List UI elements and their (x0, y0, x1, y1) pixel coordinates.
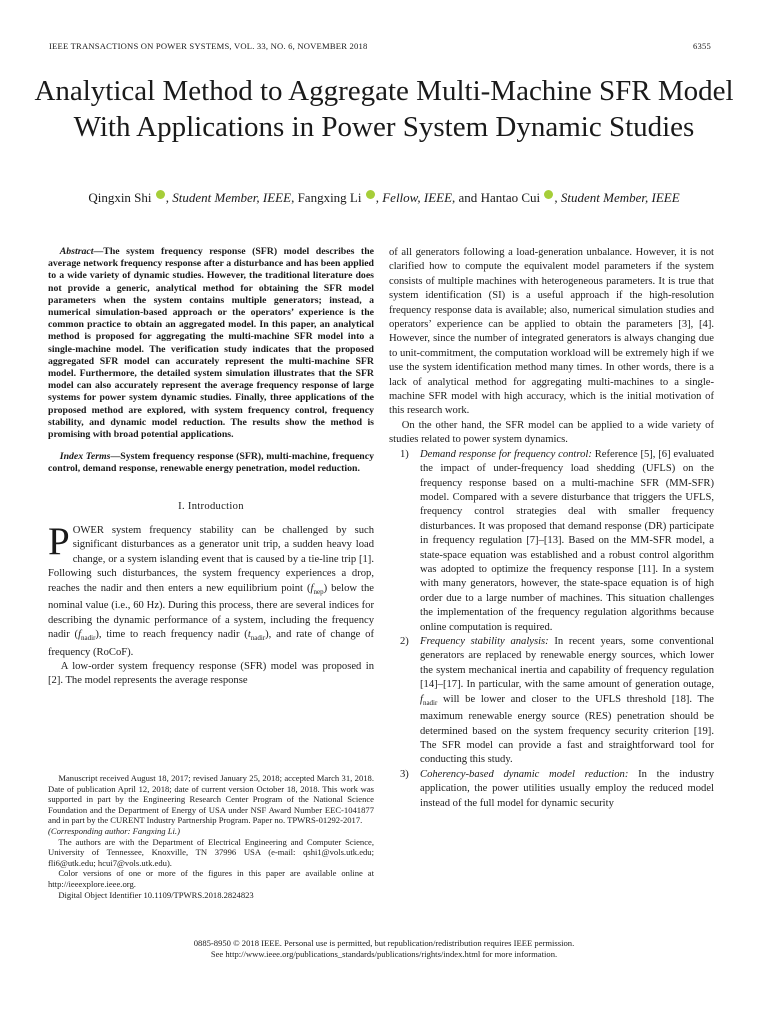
right-column (389, 246, 714, 811)
footnote-doi: Digital Object Identifier 10.1109/TPWRS.2018.2824823 (58, 889, 254, 900)
author-name: Fangxing Li (297, 190, 362, 205)
footnote (48, 773, 374, 900)
author-role: Student Member, IEEE (172, 190, 292, 205)
list-item: 3) Coherency-based dynamic model reduction: In the industry application, the power utilities usually employ the reduced model instead of the full model for dynamic security (400, 768, 715, 809)
footnote-color: Color versions of one or more of the figures in this paper are available online at http://ieeexplore.ieee.org. (48, 868, 374, 889)
author-role: Student Member, IEEE (560, 190, 680, 205)
application-list (389, 448, 714, 811)
list-item: 2) Frequency stability analysis: In recent years, some conventional generators are replaced by renewable energy sources, which lower the system mechanical inertia and capability of frequency regulation [14]–[17]. In particular, with the same amount of generation outage, $f_{nadir}$ will be lower and closer to the UFLS threshold [18]. The maximum renewable energy source (RES) penetration should be determined based on the system frequency security criterion [19]. The SFR model can provide a fast and straightforward tool for conducting this study. (400, 635, 714, 766)
footnote-manuscript: Manuscript received August 18, 2017; revised January 25, 2018; accepted March 31, 2018. Date of publication April 12, 2018; date of current version October 18, 2018. This work was supported in part by the Engineering Research Center Program of the National Science Foundation and the Department of Energy of USA under NSF Award Number EEC-1041877 and in part by the CURENT Industry Partnership Program. Paper no. TPWRS-01292-2017. (48, 773, 374, 826)
page-number: 6355 (693, 41, 711, 51)
author-role: Fellow, IEEE (382, 190, 453, 205)
left-column (48, 246, 374, 689)
author-name: Hantao Cui (480, 190, 541, 205)
body-paragraph: On the other hand, the SFR model can be applied to a wide variety of studies related to power system dynamics. (389, 419, 714, 446)
intro-paragraph-2: A low-order system frequency response (SFR) model was proposed in [2]. The model represents the average response (48, 660, 374, 687)
copyright-line: 0885-8950 © 2018 IEEE. Personal use is permitted, but republication/redistribution requires IEEE permission. (193, 938, 575, 948)
drop-cap: P (48, 520, 70, 564)
intro-paragraph-1: POWER system frequency stability can be challenged by such significant disturbances as a generator unit trip, a sudden heavy load change, or a system islanding event that is caused by a tie-line trip [1]. Following such disturbances, the system frequency experiences a drop, reaches the nadir and then enters a new equilibrium point $(f_{nep})$ below the nominal value (i.e., 60 Hz). During this process, there are several indices for describing the dynamic performance of a system, including the frequency nadir $(f_{nadir})$, time to reach frequency nadir $(t_{nadir})$, and rate of change of frequency (RoCoF). (48, 520, 374, 658)
running-head (49, 41, 711, 51)
journal-info: IEEE TRANSACTIONS ON POWER SYSTEMS, VOL. 33, NO. 6, NOVEMBER 2018 (49, 41, 368, 51)
footnote-affiliation: The authors are with the Department of Electrical Engineering and Computer Science, University of Tennessee, Knoxville, TN 37996 USA (e-mail: qshi1@vols.utk.edu; fli6@utk.edu; hcui7@vols.utk.edu). (48, 836, 374, 868)
rights-link[interactable]: See http://www.ieee.org/publications_standards/publications/rights/index.html for more information. (210, 949, 558, 959)
orcid-icon[interactable] (366, 190, 375, 199)
paper-title: Analytical Method to Aggregate Multi-Machine SFR Model With Applications in Power System Dynamic Studies (34, 75, 734, 143)
author-name: Qingxin Shi (88, 190, 152, 205)
orcid-icon[interactable] (544, 190, 553, 199)
index-terms: Index Terms—System frequency response (SFR), multi-machine, frequency control, demand response, renewable energy penetration, model reduction. (48, 451, 375, 475)
copyright-notice (30, 938, 738, 960)
abstract: Abstract—The system frequency response (SFR) model describes the average network frequency response after a disturbance and has been applied to a wide variety of dynamic studies. However, the traditional literature does not provide a generic, analytical method for obtaining the SFR model parameters when the system contains multiple generators; instead, a numerical simulation-based approach or the operators’ experience is the common practice to obtain an aggregated model. In this paper, an analytical method is proposed for aggregating the multi-machine SFR model into a single-machine model. The verification study indicates that the proposed aggregated SFR model can accurately represent the multi-machine SFR model. Furthermore, the detailed system simulation illustrates that the SFR model can also accurately represent the average frequency response of large systems for power system dynamic studies. Finally, three applications of the proposed method are explored, with system frequency control, frequency stability, and dynamic model reduction. The results show the method is promising with broad potential applications. (48, 246, 374, 441)
orcid-icon[interactable] (156, 190, 165, 199)
section-heading: I. Introduction (178, 500, 244, 512)
author-list: Qingxin Shi , Student Member, IEEE, Fangxing Li , Fellow, IEEE, and Hantao Cui , Student Member, IEEE (88, 190, 680, 205)
footnote-corresponding: (Corresponding author: Fangxing Li.) (48, 825, 180, 836)
body-paragraph: of all generators following a load-generation unbalance. However, it is not clarified how to compute the equivalent model parameters if the system consists of multiple machines with heterogeneous parameters. It is true that system identification (SI) is a useful approach if the high-resolution frequency response data is available; also, numerical simulation studies and operators’ experience can be applied to obtain the parameters [3], [4]. However, since the number of integrated generators is always changing due to unit-commitment, the computation workload will be extremely high if we use the system identification method many times. In other words, there is a lack of analytical method for aggregating multi-machines to a single-machine SFR model with high accuracy, which is the initial motivation of this research work. (389, 247, 714, 417)
list-item: 1) Demand response for frequency control: Reference [5], [6] evaluated the impact of under-frequency load shedding (UFLS) on the frequency response based on a multi-machine SFR (MM-SFR) model. Compared with a severe disturbance that triggers the UFLS, frequency control strategies deal with smaller frequency disturbances. It was proposed that demand response (DR) participate in frequency regulation [7]–[13]. Based on the MM-SFR model, a state-space equation was established and a robust control algorithm was adopted to optimize the frequency response [11]. In a system with many generators, however, the state-space equation is of high order due to a large number of machines. This situation challenges the implementation of the frequency regulation algorithms because online computation is required. (400, 448, 714, 633)
